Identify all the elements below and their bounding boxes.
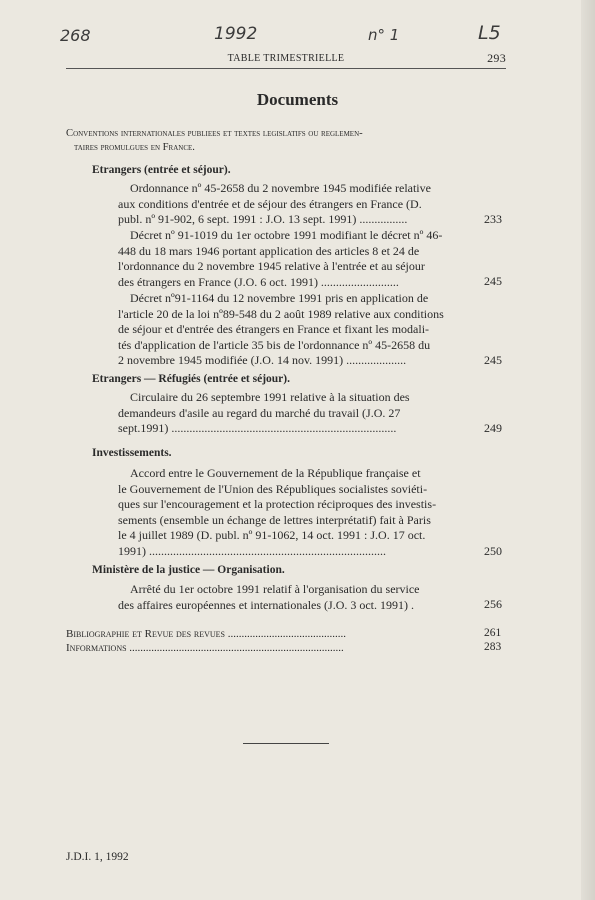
informations-entry[interactable]: Informations .............................................................................. <box>66 642 344 654</box>
handwritten-note-right: n° 1 <box>368 26 400 44</box>
entry-line: Ordonnance nº 45-2658 du 2 novembre 1945 modifiée relative <box>130 181 431 195</box>
entry-line: demandeurs d'asile au regard du marché du travail (J.O. 27 <box>118 405 401 420</box>
entry-line: Décret nº91-1164 du 12 novembre 1991 pris en application de <box>130 291 429 305</box>
entry-page-number: 249 <box>484 421 502 435</box>
bibliography-entry[interactable]: Bibliographie et Revue des revues ........................................... <box>66 628 346 640</box>
entry-line: 1991) ............................................................................... <box>118 543 386 558</box>
header-rule <box>66 68 506 69</box>
entry-line: 448 du 18 mars 1946 portant application des articles 8 et 24 de <box>118 243 420 258</box>
entry-line: le 4 juillet 1989 (D. publ. nº 91-1062, 14 oct. 1991 : J.O. 17 oct. <box>118 528 426 542</box>
toc-entry[interactable] <box>118 466 470 559</box>
toc-entry[interactable] <box>118 181 470 228</box>
entry-line: sements (ensemble un échange de lettres interprétatif) fait à Paris <box>118 512 431 527</box>
handwritten-note-left: 268 <box>60 26 91 45</box>
toc-entry[interactable] <box>118 291 470 369</box>
toc-entry[interactable] <box>118 228 470 290</box>
section-heading-line: taires promulgues en France. <box>74 142 195 153</box>
entry-page-number: 233 <box>484 212 502 226</box>
entry-line: Circulaire du 26 septembre 1991 relative à la situation des <box>130 390 410 404</box>
page-edge <box>581 0 595 900</box>
entry-line: l'article 20 de la loi nº89-548 du 2 août 1989 relative aux conditions <box>118 306 444 321</box>
entry-line: l'ordonnance du 2 novembre 1945 relative à l'entrée et au séjour <box>118 259 425 273</box>
running-header <box>66 53 506 69</box>
entry-line: le Gouvernement de l'Union des Républiques socialistes soviéti- <box>118 481 428 496</box>
section-heading-line: Conventions internationales publiees et textes legislatifs ou reglemen- <box>66 128 363 139</box>
entry-line: 2 novembre 1945 modifiée (J.O. 14 nov. 1991) .................... <box>118 353 407 367</box>
entry-line: Accord entre le Gouvernement de la République française et <box>130 466 421 480</box>
toc-entry[interactable] <box>118 390 470 437</box>
entry-page-number: 250 <box>484 544 502 558</box>
group-heading: Investissements. <box>92 447 172 459</box>
entry-page-number: 245 <box>484 274 502 288</box>
entry-line: publ. nº 91-902, 6 sept. 1991 : J.O. 13 sept. 1991) ................ <box>118 212 408 226</box>
entry-line: aux conditions d'entrée et de séjour des étrangers en France (D. <box>118 196 422 211</box>
entry-page-number: 283 <box>484 641 502 653</box>
entry-page-number: 245 <box>484 353 502 367</box>
entry-line: ques sur l'encouragement et la protection réciproques des investis- <box>118 497 437 511</box>
page-number: 293 <box>487 51 506 65</box>
group-heading: Etrangers — Réfugiés (entrée et séjour). <box>92 373 290 385</box>
entry-line: tés d'application de l'article 35 bis de l'ordonnance nº 45-2658 du <box>118 337 431 352</box>
entry-page-number: 261 <box>484 627 502 639</box>
entry-line: Décret nº 91-1019 du 1er octobre 1991 modifiant le décret nº 46- <box>130 228 443 242</box>
page-title: Documents <box>256 90 339 109</box>
group-heading: Ministère de la justice — Organisation. <box>92 564 285 576</box>
entry-line: Arrêté du 1er octobre 1991 relatif à l'organisation du service <box>130 582 420 596</box>
running-title: TABLE TRIMESTRIELLE <box>227 53 345 64</box>
entry-line: des étrangers en France (J.O. 6 oct. 1991) .......................... <box>118 274 399 289</box>
entry-page-number: 256 <box>484 597 502 611</box>
closing-rule <box>243 743 329 744</box>
entry-line: des affaires européennes et internationales (J.O. 3 oct. 1991) . <box>118 597 415 612</box>
section-heading <box>66 127 506 155</box>
entry-line: sept.1991) ........................................................................... <box>118 421 397 435</box>
entry-line: de séjour et d'entrée des étrangers en France et fixant les modali- <box>118 322 430 336</box>
toc-entry[interactable] <box>118 582 470 613</box>
footer-citation: J.D.I. 1, 1992 <box>66 851 129 863</box>
handwritten-note-corner: L5 <box>478 22 501 44</box>
group-heading: Etrangers (entrée et séjour). <box>92 164 231 176</box>
handwritten-note-center: 1992 <box>214 24 258 44</box>
